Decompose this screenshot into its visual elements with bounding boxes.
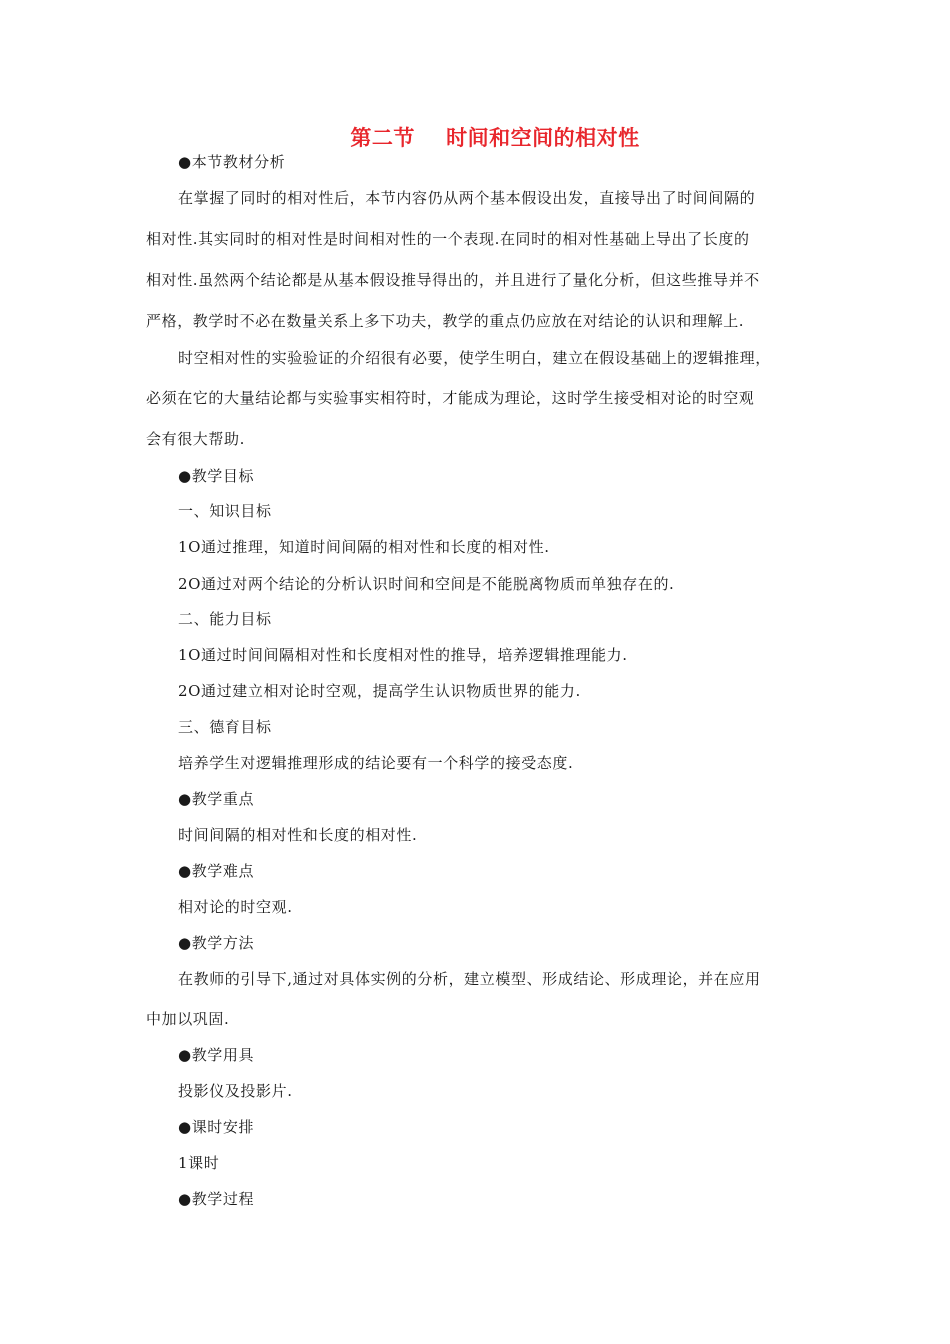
paragraph-line: 投影仪及投影片. (178, 1082, 293, 1100)
paragraph-line: 必须在它的大量结论都与实验事实相符时，才能成为理论，这时学生接受相对论的时空观 (146, 389, 755, 407)
heading-class-schedule: ●课时安排 (178, 1118, 255, 1136)
heading-key-points: ●教学重点 (178, 790, 255, 808)
list-item: 1O通过时间间隔相对性和长度相对性的推导，培养逻辑推理能力. (178, 646, 628, 664)
paragraph-line: 在教师的引导下,通过对具体实例的分析，建立模型、形成结论、形成理论，并在应用 (178, 970, 761, 988)
heading-teaching-tools: ●教学用具 (178, 1046, 255, 1064)
list-item: 1O通过推理，知道时间间隔的相对性和长度的相对性. (178, 538, 550, 556)
paragraph-line: 时间间隔的相对性和长度的相对性. (178, 826, 418, 844)
subheading-knowledge-goals: 一、知识目标 (178, 502, 272, 520)
heading-material-analysis: ●本节教材分析 (178, 153, 286, 171)
subheading-ability-goals: 二、能力目标 (178, 610, 272, 628)
section-title: 第二节 时间和空间的相对性 (350, 126, 640, 150)
paragraph-line: 相对性.虽然两个结论都是从基本假设推导得出的，并且进行了量化分析，但这些推导并不 (146, 271, 760, 289)
heading-difficulties: ●教学难点 (178, 862, 255, 880)
list-item: 2O通过建立相对论时空观，提高学生认识物质世界的能力. (178, 682, 581, 700)
paragraph-line: 1课时 (178, 1154, 220, 1172)
list-item: 2O通过对两个结论的分析认识时间和空间是不能脱离物质而单独存在的. (178, 575, 675, 593)
paragraph-line: 严格，教学时不必在数量关系上多下功夫，教学的重点仍应放在对结论的认识和理解上. (146, 312, 745, 330)
paragraph-line: 中加以巩固. (146, 1010, 230, 1028)
heading-teaching-methods: ●教学方法 (178, 934, 255, 952)
paragraph-line: 相对论的时空观. (178, 898, 293, 916)
paragraph-line: 时空相对性的实验验证的介绍很有必要，使学生明白，建立在假设基础上的逻辑推理， (178, 349, 771, 367)
heading-teaching-goals: ●教学目标 (178, 467, 255, 485)
paragraph-line: 在掌握了同时的相对性后，本节内容仍从两个基本假设出发，直接导出了时间间隔的 (178, 189, 756, 207)
subheading-moral-goals: 三、德育目标 (178, 718, 272, 736)
paragraph-line: 会有很大帮助. (146, 430, 245, 448)
heading-teaching-process: ●教学过程 (178, 1190, 255, 1208)
paragraph-line: 相对性.其实同时的相对性是时间相对性的一个表现.在同时的相对性基础上导出了长度的 (146, 230, 750, 248)
paragraph-line: 培养学生对逻辑推理形成的结论要有一个科学的接受态度. (178, 754, 574, 772)
